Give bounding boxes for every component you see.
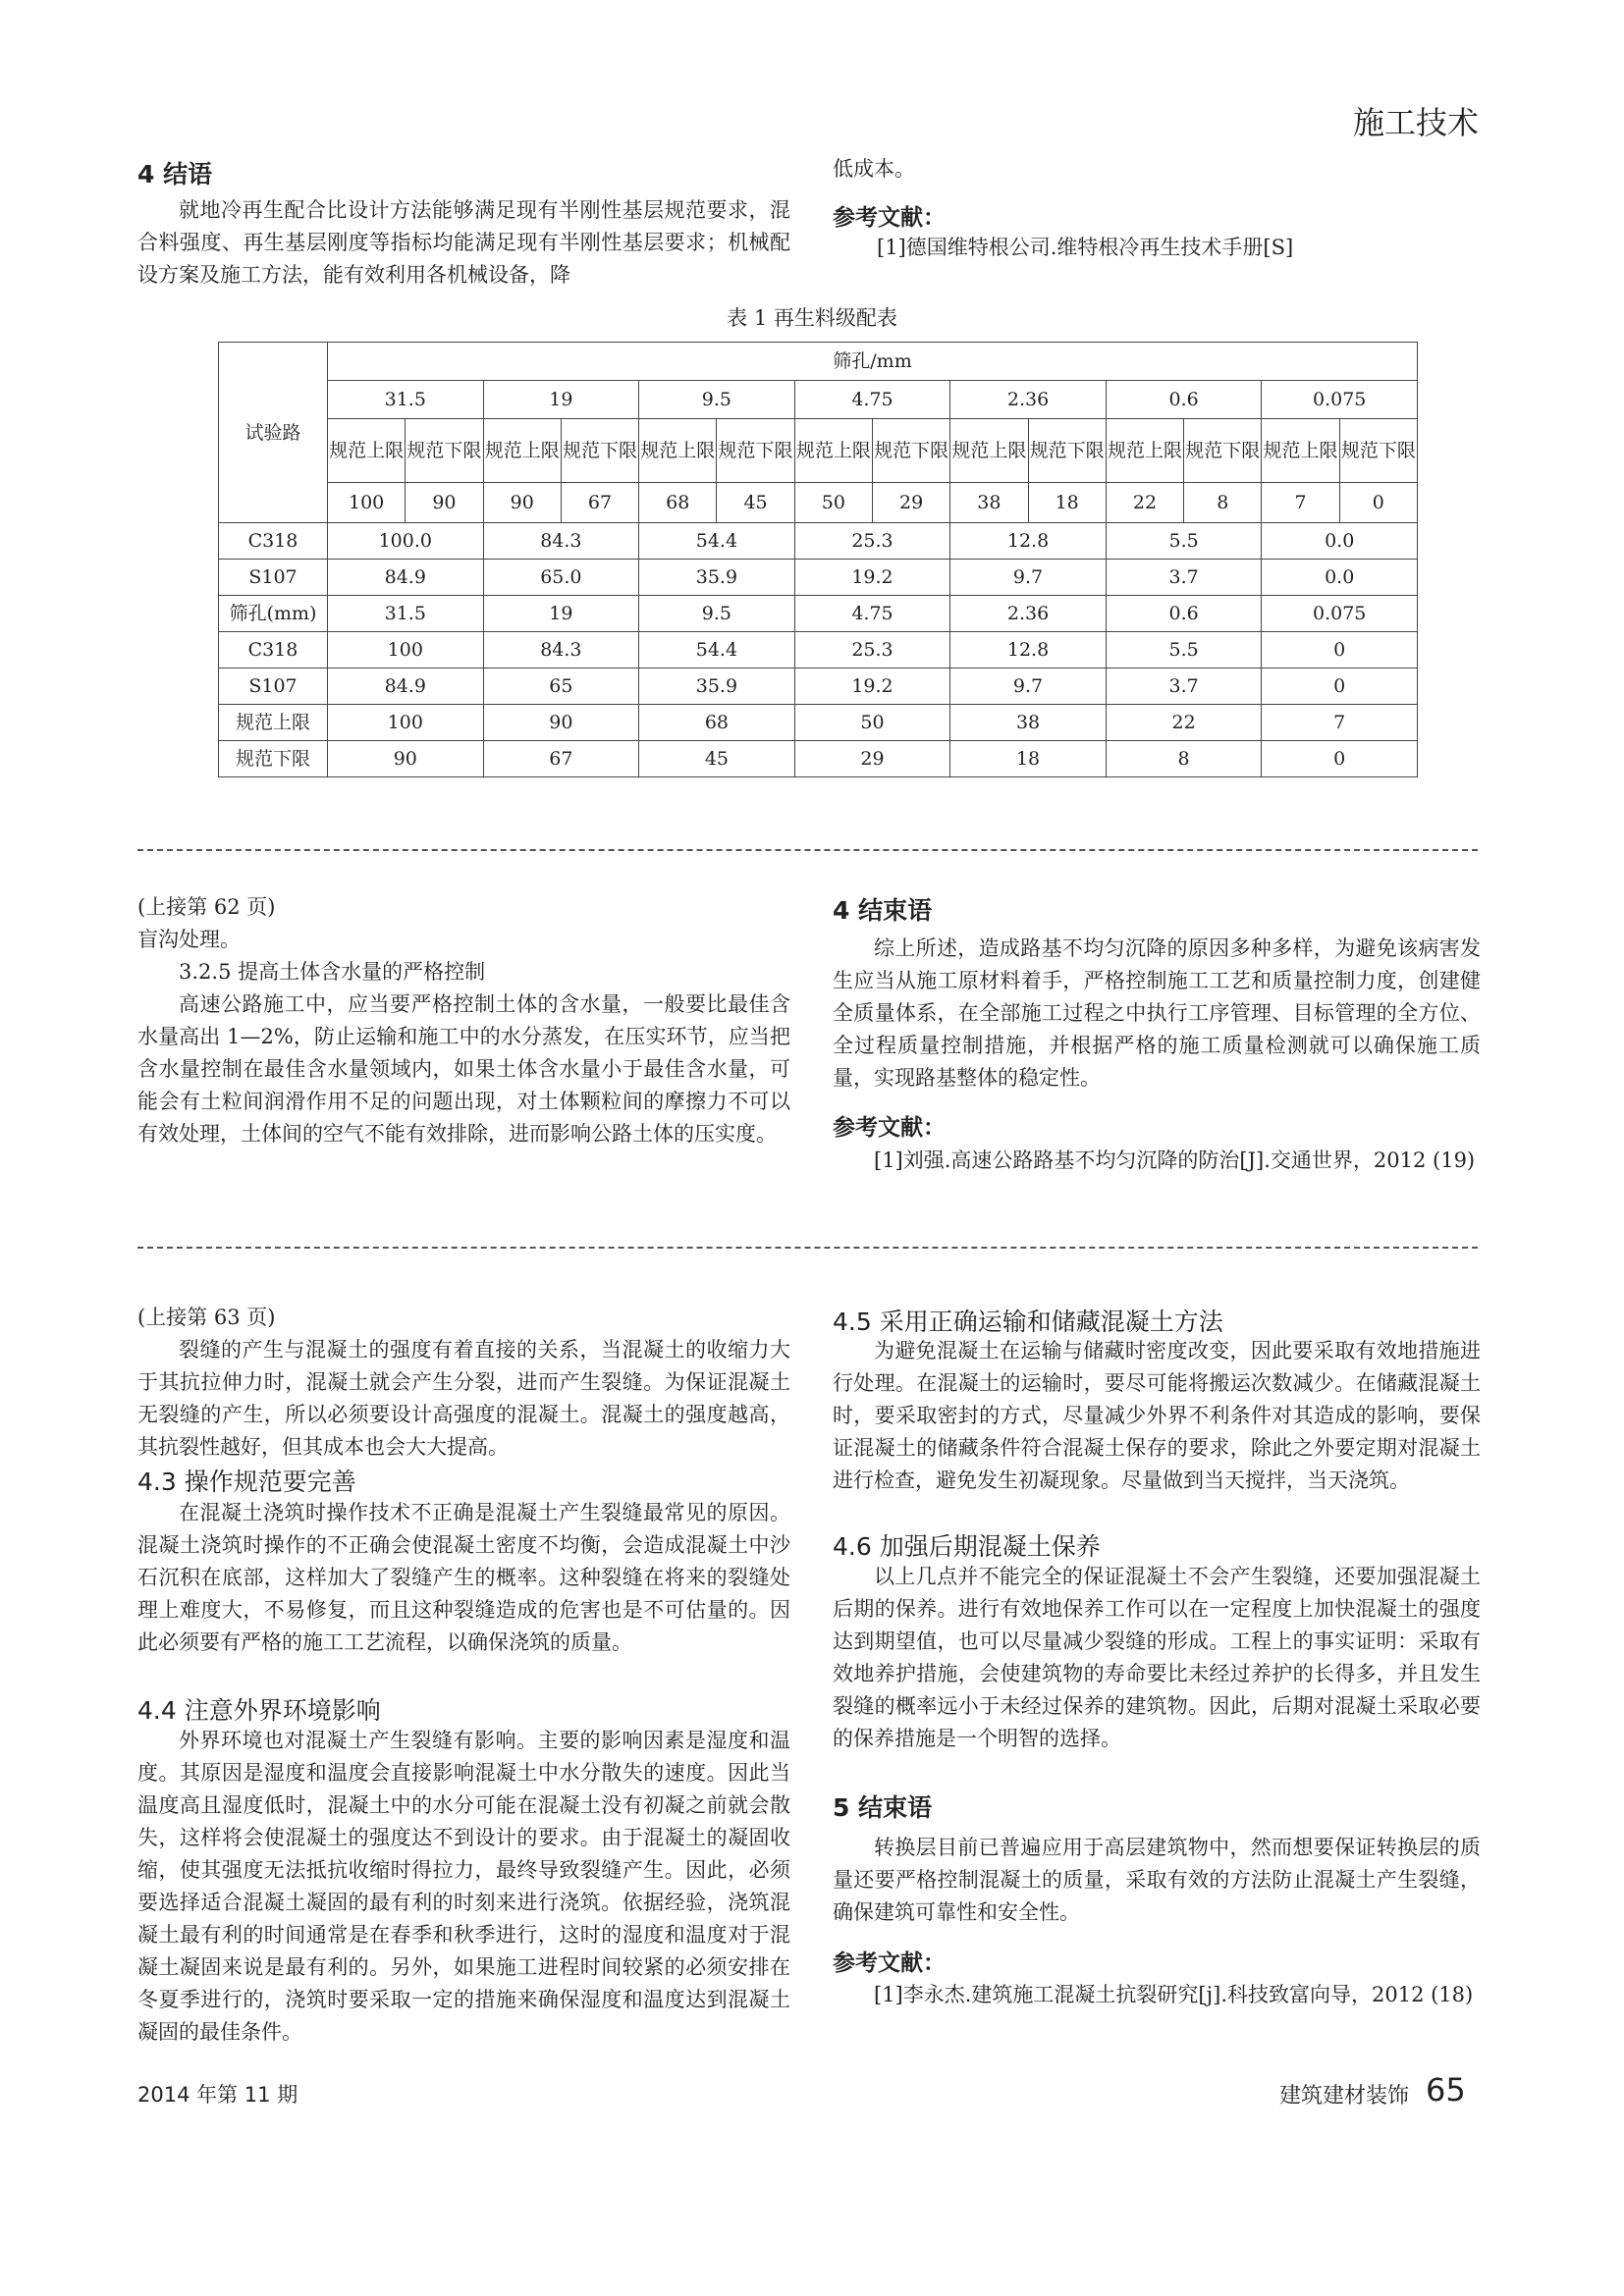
table-cell: 50 [794,705,950,741]
table-cell: 90 [483,705,639,741]
operation-paragraph: 在混凝土浇筑时操作技术不正确是混凝土产生裂缝最常见的原因。混凝土浇筑时操作的不正确会使混凝土密度不均衡，会造成混凝土中沙石沉积在底部，这样加大了裂缝产生的概率。这种裂缝在将来的裂缝处理上难度大，不易修复，而且这种裂缝造成的危害也是不可估量的。因此必须要有严格的施工工艺流程，以确保浇筑的质量。 [137,1501,790,1654]
table-cell: 45 [639,741,795,777]
table-cell: 19 [483,596,639,632]
table-cell: 84.9 [328,668,484,705]
sieve-header: 0.6 [1106,381,1262,419]
lower-limit-header: 规范下限 [717,419,794,483]
reference-item: [1]李永杰.建筑施工混凝土抗裂研究[j].科技致富向导，2012 (18) [874,1983,1474,2006]
row-label: 筛孔(mm) [219,596,328,632]
sieve-header: 2.36 [950,381,1107,419]
table-cell: 84.9 [328,560,484,596]
section-heading-5: 5 结束语 [833,1793,933,1822]
table-cell: 31.5 [328,596,484,632]
lower-limit-header: 规范下限 [406,419,483,483]
table-cell: 29 [794,741,950,777]
table-cell: 5.5 [1106,632,1262,668]
limit-value: 90 [483,483,561,523]
table-row [219,596,1418,632]
section-heading-4-6: 4.6 加强后期混凝土保养 [833,1532,1101,1561]
limit-value: 67 [561,483,638,523]
table-cell: 19.2 [794,668,950,705]
table-cell: 25.3 [794,632,950,668]
section-heading-4-4: 4.4 注意外界环境影响 [137,1696,381,1725]
row-label: 规范上限 [219,705,328,741]
continuation-note: (上接第 63 页) [137,1306,276,1329]
table-cell: 7 [1262,705,1418,741]
table-cell: 100 [328,632,484,668]
table-cell: 0.6 [1106,596,1262,632]
environment-paragraph: 外界环境也对混凝土产生裂缝有影响。主要的影响因素是湿度和温度。其原因是湿度和温度会直接影响混凝土中水分散失的速度。因此当温度高且湿度低时，混凝土中的水分可能在混凝土没有初凝之前就会散失，这样将会使混凝土的强度达不到设计的要求。由于混凝土的凝固收缩，使其强度无法抵抗收缩时得拉力，最终导致裂缝产生。因此，必须要选择适合混凝土凝固的最有利的时刻来进行浇筑。依据经验，浇筑混凝土最有利的时间通常是在春季和秋季进行，这时的湿度和温度对于混凝土凝固来说是最有利的。另外，如果施工进程时间较紧的必须安排在冬夏季进行的，浇筑时要采取一定的措施来确保湿度和温度达到混凝土凝固的最佳条件。 [137,1729,790,2044]
sieve-header: 4.75 [794,381,950,419]
limit-value: 45 [717,483,794,523]
table-cell: 3.7 [1106,668,1262,705]
references-heading: 参考文献： [833,1115,946,1141]
page-number: 65 [1426,2071,1466,2109]
limit-value: 68 [639,483,717,523]
table-cell: 35.9 [639,560,795,596]
row-label: S107 [219,560,328,596]
table-cell: 18 [950,741,1107,777]
running-header: 施工技术 [1352,104,1479,141]
table-cell: 54.4 [639,523,795,560]
limit-value: 22 [1106,483,1183,523]
table-cell: 84.3 [483,632,639,668]
table-cell: 0.0 [1262,560,1418,596]
row-label: C318 [219,523,328,560]
reference-item: [1]刘强.高速公路路基不均匀沉降的防治[J].交通世界，2012 (19) [874,1148,1476,1172]
table-cell: 0.0 [1262,523,1418,560]
table-row [219,668,1418,705]
table-cell: 25.3 [794,523,950,560]
table-caption: 表 1 再生料级配表 [727,306,897,330]
continuation-line: 盲沟处理。 [137,928,241,951]
table-row [219,705,1418,741]
table-cell: 19.2 [794,560,950,596]
journal-name: 建筑建材装饰 [1279,2084,1410,2109]
table-cell: 90 [328,741,484,777]
table-cell: 0 [1262,741,1418,777]
table-cell: 65 [483,668,639,705]
table-cell: 67 [483,741,639,777]
table-cell: 4.75 [794,596,950,632]
section-divider [137,849,1478,851]
table-cell: 2.36 [950,596,1107,632]
section-divider [137,1247,1478,1249]
table-cell: 100.0 [328,523,484,560]
table-cell: 0.075 [1262,596,1418,632]
sieve-header: 31.5 [328,381,484,419]
table-cell: 12.8 [950,632,1107,668]
limit-value: 50 [794,483,872,523]
lower-limit-header: 规范下限 [1028,419,1106,483]
table-row [219,741,1418,777]
table-row [219,523,1418,560]
reference-item: [1]德国维特根公司.维特根冷再生技术手册[S] [877,236,1294,259]
table-cell: 38 [950,705,1107,741]
limit-value: 100 [328,483,406,523]
closing-paragraph: 综上所述，造成路基不均匀沉降的原因多种多样，为避免该病害发生应当从施工原材料着手，严格控制施工工艺和质量控制力度，创建健全质量体系，在全部施工过程之中执行工序管理、目标管理的全方位、全过程质量控制措施，并根据严格的施工质量检测就可以确保施工质量，实现路基整体的稳定性。 [833,936,1481,1090]
continuation-note: (上接第 62 页) [137,895,276,919]
table-cell: 0 [1262,632,1418,668]
references-heading: 参考文献： [833,205,946,231]
transport-paragraph: 为避免混凝土在运输与储藏时密度改变，因此要采取有效地措施进行处理。在混凝土的运输时，要尽可能将搬运次数减少。在储藏混凝土时，要采取密封的方式，尽量减少外界不利条件对其造成的影响，要保证混凝土的储藏条件符合混凝土保存的要求，除此之外要定期对混凝土进行检查，避免发生初凝现象。尽量做到当天搅拌，当天浇筑。 [833,1339,1481,1492]
lower-limit-header: 规范下限 [1184,419,1262,483]
upper-limit-header: 规范上限 [1262,419,1339,483]
limit-value: 18 [1028,483,1106,523]
table-cell: 54.4 [639,632,795,668]
gradation-table [218,342,1418,777]
limit-value: 38 [950,483,1028,523]
table-cell: 9.5 [639,596,795,632]
sieve-header: 19 [483,381,639,419]
limit-value: 90 [406,483,483,523]
table-cell: 100 [328,705,484,741]
limit-value: 0 [1339,483,1417,523]
upper-limit-header: 规范上限 [483,419,561,483]
sieve-group-header: 筛孔/mm [328,343,1418,381]
row-label: 规范下限 [219,741,328,777]
upper-limit-header: 规范上限 [794,419,872,483]
table-cell: 9.7 [950,560,1107,596]
table-cell: 35.9 [639,668,795,705]
subsection-heading: 3.2.5 提高土体含水量的严格控制 [179,960,486,984]
table-row [219,560,1418,596]
table-cell: 9.7 [950,668,1107,705]
table-cell: 68 [639,705,795,741]
strength-paragraph: 裂缝的产生与混凝土的强度有着直接的关系，当混凝土的收缩力大于其抗拉伸力时，混凝土就会产生分裂，进而产生裂缝。为保证混凝土无裂缝的产生，所以必须要设计高强度的混凝土。混凝土的强度越高，其抗裂性越好，但其成本也会大大提高。 [137,1338,790,1459]
sieve-header: 9.5 [639,381,795,419]
sieve-header: 0.075 [1262,381,1418,419]
table-cell: 65.0 [483,560,639,596]
table-row [219,632,1418,668]
table-cell: 8 [1106,741,1262,777]
limit-value: 7 [1262,483,1339,523]
conclusion-paragraph: 就地冷再生配合比设计方法能够满足现有半刚性基层规范要求，混合料强度、再生基层刚度等指标均能满足现有半刚性基层要求；机械配设方案及施工方法，能有效利用各机械设备，降 [137,198,790,287]
lower-limit-header: 规范下限 [561,419,638,483]
section-heading-4-5: 4.5 采用正确运输和储藏混凝土方法 [833,1308,1223,1336]
references-heading: 参考文献： [833,1950,946,1976]
conclusion-continuation: 低成本。 [833,157,915,181]
lower-limit-header: 规范下限 [1339,419,1417,483]
limit-value: 29 [872,483,949,523]
table-cell: 3.7 [1106,560,1262,596]
table-cell: 0 [1262,668,1418,705]
issue-label: 2014 年第 11 期 [137,2083,298,2107]
table-cell: 5.5 [1106,523,1262,560]
row-header-cell: 试验路 [219,343,328,523]
table-cell: 12.8 [950,523,1107,560]
maintenance-paragraph: 以上几点并不能完全的保证混凝土不会产生裂缝，还要加强混凝土后期的保养。进行有效地保养工作可以在一定程度上加快混凝土的强度达到期望值，也可以尽量减少裂缝的形成。工程上的事实证明：采取有效地养护措施，会使建筑物的寿命要比未经过养护的长得多，并且发生裂缝的概率远小于未经过保养的建筑物。因此，后期对混凝土采取必要的保养措施是一个明智的选择。 [833,1565,1481,1750]
moisture-paragraph: 高速公路施工中，应当要严格控制土体的含水量，一般要比最佳含水量高出 1—2%，防止运输和施工中的水分蒸发，在压实环节，应当把含水量控制在最佳含水量领域内，如果土体含水量小于最佳含水量，可能会有土粒间润滑作用不足的问题出现，对土体颗粒间的摩擦力不可以有效处理，土体间的空气不能有效排除，进而影响公路土体的压实度。 [137,992,790,1146]
section-heading-4-3: 4.3 操作规范要完善 [137,1468,356,1496]
upper-limit-header: 规范上限 [1106,419,1183,483]
upper-limit-header: 规范上限 [950,419,1028,483]
final-paragraph: 转换层目前已普遍应用于高层建筑物中，然而想要保证转换层的质量还要严格控制混凝土的质量，采取有效的方法防止混凝土产生裂缝，确保建筑可靠性和安全性。 [833,1836,1481,1924]
limit-value: 8 [1184,483,1262,523]
table-cell: 84.3 [483,523,639,560]
row-label: C318 [219,632,328,668]
lower-limit-header: 规范下限 [872,419,949,483]
table-cell: 22 [1106,705,1262,741]
section-heading-conclusion: 4 结语 [137,160,213,188]
section-heading-closing: 4 结束语 [833,896,933,925]
upper-limit-header: 规范上限 [639,419,717,483]
row-label: S107 [219,668,328,705]
upper-limit-header: 规范上限 [328,419,406,483]
